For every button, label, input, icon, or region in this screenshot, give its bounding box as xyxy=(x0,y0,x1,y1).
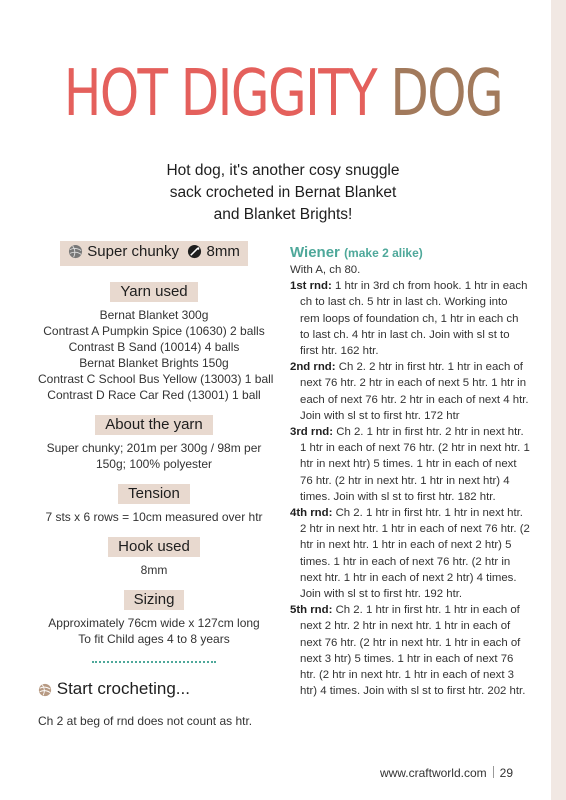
about-yarn-text xyxy=(38,440,270,472)
yarn-line: Bernat Blanket 300g xyxy=(99,308,209,322)
footer-separator xyxy=(493,766,494,778)
round-instruction xyxy=(290,424,530,505)
hook-used-heading: Hook used xyxy=(108,537,200,557)
about-yarn-line: 150g; 100% polyester xyxy=(95,457,213,471)
subtitle-line-2: sack crocheted in Bernat Blanket xyxy=(169,184,397,201)
yarn-line: Contrast C School Bus Yellow (13003) 1 ball xyxy=(38,372,274,386)
yarn-line: Bernat Blanket Brights 150g xyxy=(79,356,229,370)
title-part-1: HOT DIGGITY xyxy=(63,57,391,131)
yarn-line: Contrast D Race Car Red (13001) 1 ball xyxy=(47,388,261,402)
round-label: 2nd rnd: xyxy=(290,361,336,374)
about-yarn-heading: About the yarn xyxy=(95,415,213,435)
round-text: 1 htr in 3rd ch from hook. 1 htr in each ch to last ch. 5 htr in last ch. Working into rem loops of foundation ch, 1 htr in each ch to last ch. 4 htr in last ch. Join with sl st to first htr. 162 htr. xyxy=(300,280,528,358)
round-instruction xyxy=(290,505,530,602)
page-number: 29 xyxy=(499,766,513,780)
round-instruction xyxy=(290,278,530,359)
wiener-title: Wiener xyxy=(290,244,340,261)
round-text: Ch 2. 1 htr in first htr. 1 htr in each of next 2 htr. 2 htr in next htr. 1 htr in each of next 76 htr. (2 htr in next htr. 1 htr in each of next 3 htr) 5 times. 1 htr in each of next 76 htr. (2 htr in next htr. 1 htr in each of next 3 htr) 4 times. Join with sl st to first htr. 202 htr. xyxy=(300,604,526,698)
website-link[interactable]: www.craftworld.com xyxy=(379,766,487,780)
subtitle-line-3: and Blanket Brights! xyxy=(213,206,353,223)
start-crocheting-heading xyxy=(38,679,190,702)
round-label: 3rd rnd: xyxy=(290,426,334,439)
round-instruction xyxy=(290,359,530,424)
round-text: Ch 2. 1 htr in first htr. 2 htr in next htr. 1 htr in each of next 76 htr. (2 htr in next htr. 1 htr in next htr) 5 times. 1 htr in each of next 76 htr. (2 htr in next htr. 1 htr in next htr) 4 times. Join with sl st to first htr. 182 htr. xyxy=(300,426,530,503)
yarn-line: Contrast B Sand (10014) 4 balls xyxy=(68,340,240,354)
hook-icon xyxy=(187,244,202,265)
page-title xyxy=(62,57,503,131)
title-part-2: DOG xyxy=(390,57,503,131)
subtitle-line-1: Hot dog, it's another cosy snuggle xyxy=(166,162,400,179)
about-yarn-line: Super chunky; 201m per 300g / 98m per xyxy=(46,441,262,455)
start-heading-text: Start crocheting... xyxy=(56,679,190,698)
materials-column xyxy=(38,241,274,663)
yarn-used-heading: Yarn used xyxy=(110,282,197,302)
tension-text: 7 sts x 6 rows = 10cm measured over htr xyxy=(45,510,263,524)
spec-badge xyxy=(60,241,248,266)
round-text: Ch 2. 1 htr in first htr. 1 htr in next htr. 2 htr in next htr. 1 htr in each of next 76 htr. (2 htr in next htr. 1 htr in each of next 2 htr) 5 times. 1 htr in each of next 76 htr. (2 htr in next htr. 1 htr in each of next 2 htr) 4 times. Join with sl st to first htr. 192 htr. xyxy=(300,507,530,601)
tension-heading: Tension xyxy=(118,484,190,504)
hook-used-text: 8mm xyxy=(140,563,168,577)
yarn-ball-icon xyxy=(68,244,83,265)
sizing-line: Approximately 76cm wide x 127cm long xyxy=(48,616,260,630)
round-instruction xyxy=(290,602,530,699)
hook-size-value: 8mm xyxy=(206,243,240,260)
dotted-divider xyxy=(92,661,216,663)
sizing-heading: Sizing xyxy=(124,590,185,610)
yarn-ball-icon xyxy=(38,682,52,702)
wiener-intro: With A, ch 80. xyxy=(290,264,361,276)
round-text: Ch 2. 2 htr in first htr. 1 htr in each of next 76 htr. 2 htr in each of next 5 htr. 1 htr in each of next 76 htr. 2 htr in each of next 4 htr. Join with sl st to first htr. 172 htr xyxy=(300,361,529,422)
yarn-line: Contrast A Pumpkin Spice (10630) 2 balls xyxy=(43,324,265,338)
round-label: 5th rnd: xyxy=(290,604,333,617)
round-label: 4th rnd: xyxy=(290,507,333,520)
weight-value: Super chunky xyxy=(87,243,180,260)
yarn-used-list xyxy=(38,307,274,403)
sizing-text xyxy=(38,615,270,647)
pattern-column xyxy=(290,244,530,699)
sizing-line: To fit Child ages 4 to 8 years xyxy=(78,632,230,646)
start-note: Ch 2 at beg of rnd does not count as htr. xyxy=(38,714,253,728)
page-footer xyxy=(380,766,513,780)
wiener-heading xyxy=(290,244,530,262)
round-label: 1st rnd: xyxy=(290,280,332,293)
wiener-subtitle: (make 2 alike) xyxy=(344,246,423,260)
subtitle xyxy=(120,160,446,226)
